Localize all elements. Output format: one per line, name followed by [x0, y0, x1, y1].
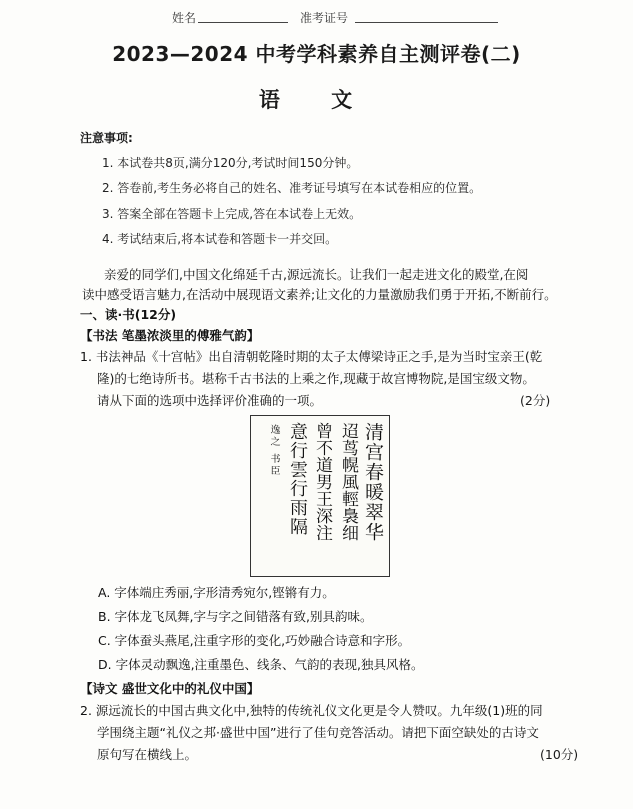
name-field[interactable]	[198, 22, 288, 23]
intro-line: 读中感受语言魅力,在活动中展现语文素养;让文化的力量激励我们勇于开拓,不断前行。	[82, 287, 557, 302]
calligraphy-column: 曾不道男王深注	[312, 421, 332, 542]
option-c: C. 字体蚕头燕尾,注重字形的变化,巧妙融合诗意和字形。	[98, 633, 411, 648]
notes-title: 注意事项:	[80, 131, 133, 145]
section-title: 一、读·书(12分)	[80, 307, 177, 322]
subsection-title: 【诗文 盛世文化中的礼仪中国】	[80, 681, 260, 696]
question-line: 1. 书法神品《十宫帖》出自清朝乾隆时期的太子太傅梁诗正之手,是为当时宝亲王(乾	[80, 349, 543, 364]
option-b: B. 字体龙飞凤舞,字与字之间错落有致,别具韵味。	[98, 609, 373, 624]
intro-line: 亲爱的同学们,中国文化绵延千古,源远流长。让我们一起走进文化的殿堂,在阅	[104, 267, 529, 282]
calligraphy-image	[250, 415, 390, 577]
name-label: 姓名	[172, 11, 197, 25]
question-line: 2. 源远流长的中国古典文化中,独特的传统礼仪文化更是令人赞叹。九年级(1)班的同	[80, 703, 543, 718]
note-item: 2. 答卷前,考生务必将自己的姓名、准考证号填写在本试卷相应的位置。	[102, 181, 482, 195]
exam-number-field[interactable]	[355, 22, 498, 23]
exam-title: 2023—2024 中考学科素养自主测评卷(二)	[112, 42, 521, 66]
note-item: 1. 本试卷共8页,满分120分,考试时间150分钟。	[102, 156, 359, 170]
option-d: D. 字体灵动飘逸,注重墨色、线条、气韵的表现,独具风格。	[98, 657, 424, 672]
subject-title: 语 文	[258, 88, 375, 112]
question-line: 原句写在横线上。	[97, 747, 198, 762]
calligraphy-column: 清宫春暖翠华	[362, 421, 384, 543]
question-score: (2分)	[520, 393, 551, 408]
question-line: 学围绕主题“礼仪之邦·盛世中国”进行了佳句竞答活动。请把下面空缺处的古诗文	[97, 725, 539, 740]
question-line: 请从下面的选项中选择评价准确的一项。	[97, 393, 323, 408]
option-a: A. 字体端庄秀丽,字形清秀宛尔,铿锵有力。	[98, 585, 335, 600]
calligraphy-column: 意行雲行雨隔	[287, 421, 308, 537]
calligraphy-signature: 逸之 书臣	[268, 423, 279, 478]
calligraphy-column: 迢茑幌風輕裊细	[338, 421, 358, 542]
subsection-title: 【书法 笔墨浓淡里的傅雅气韵】	[80, 328, 260, 343]
question-score: (10分)	[540, 747, 579, 762]
note-item: 3. 答案全部在答题卡上完成,答在本试卷上无效。	[102, 207, 362, 221]
question-line: 隆)的七绝诗所书。堪称千古书法的上乘之作,现藏于故宫博物院,是国宝级文物。	[97, 371, 535, 386]
note-item: 4. 考试结束后,将本试卷和答题卡一并交回。	[102, 232, 338, 246]
exam-number-label: 准考证号	[300, 11, 349, 25]
